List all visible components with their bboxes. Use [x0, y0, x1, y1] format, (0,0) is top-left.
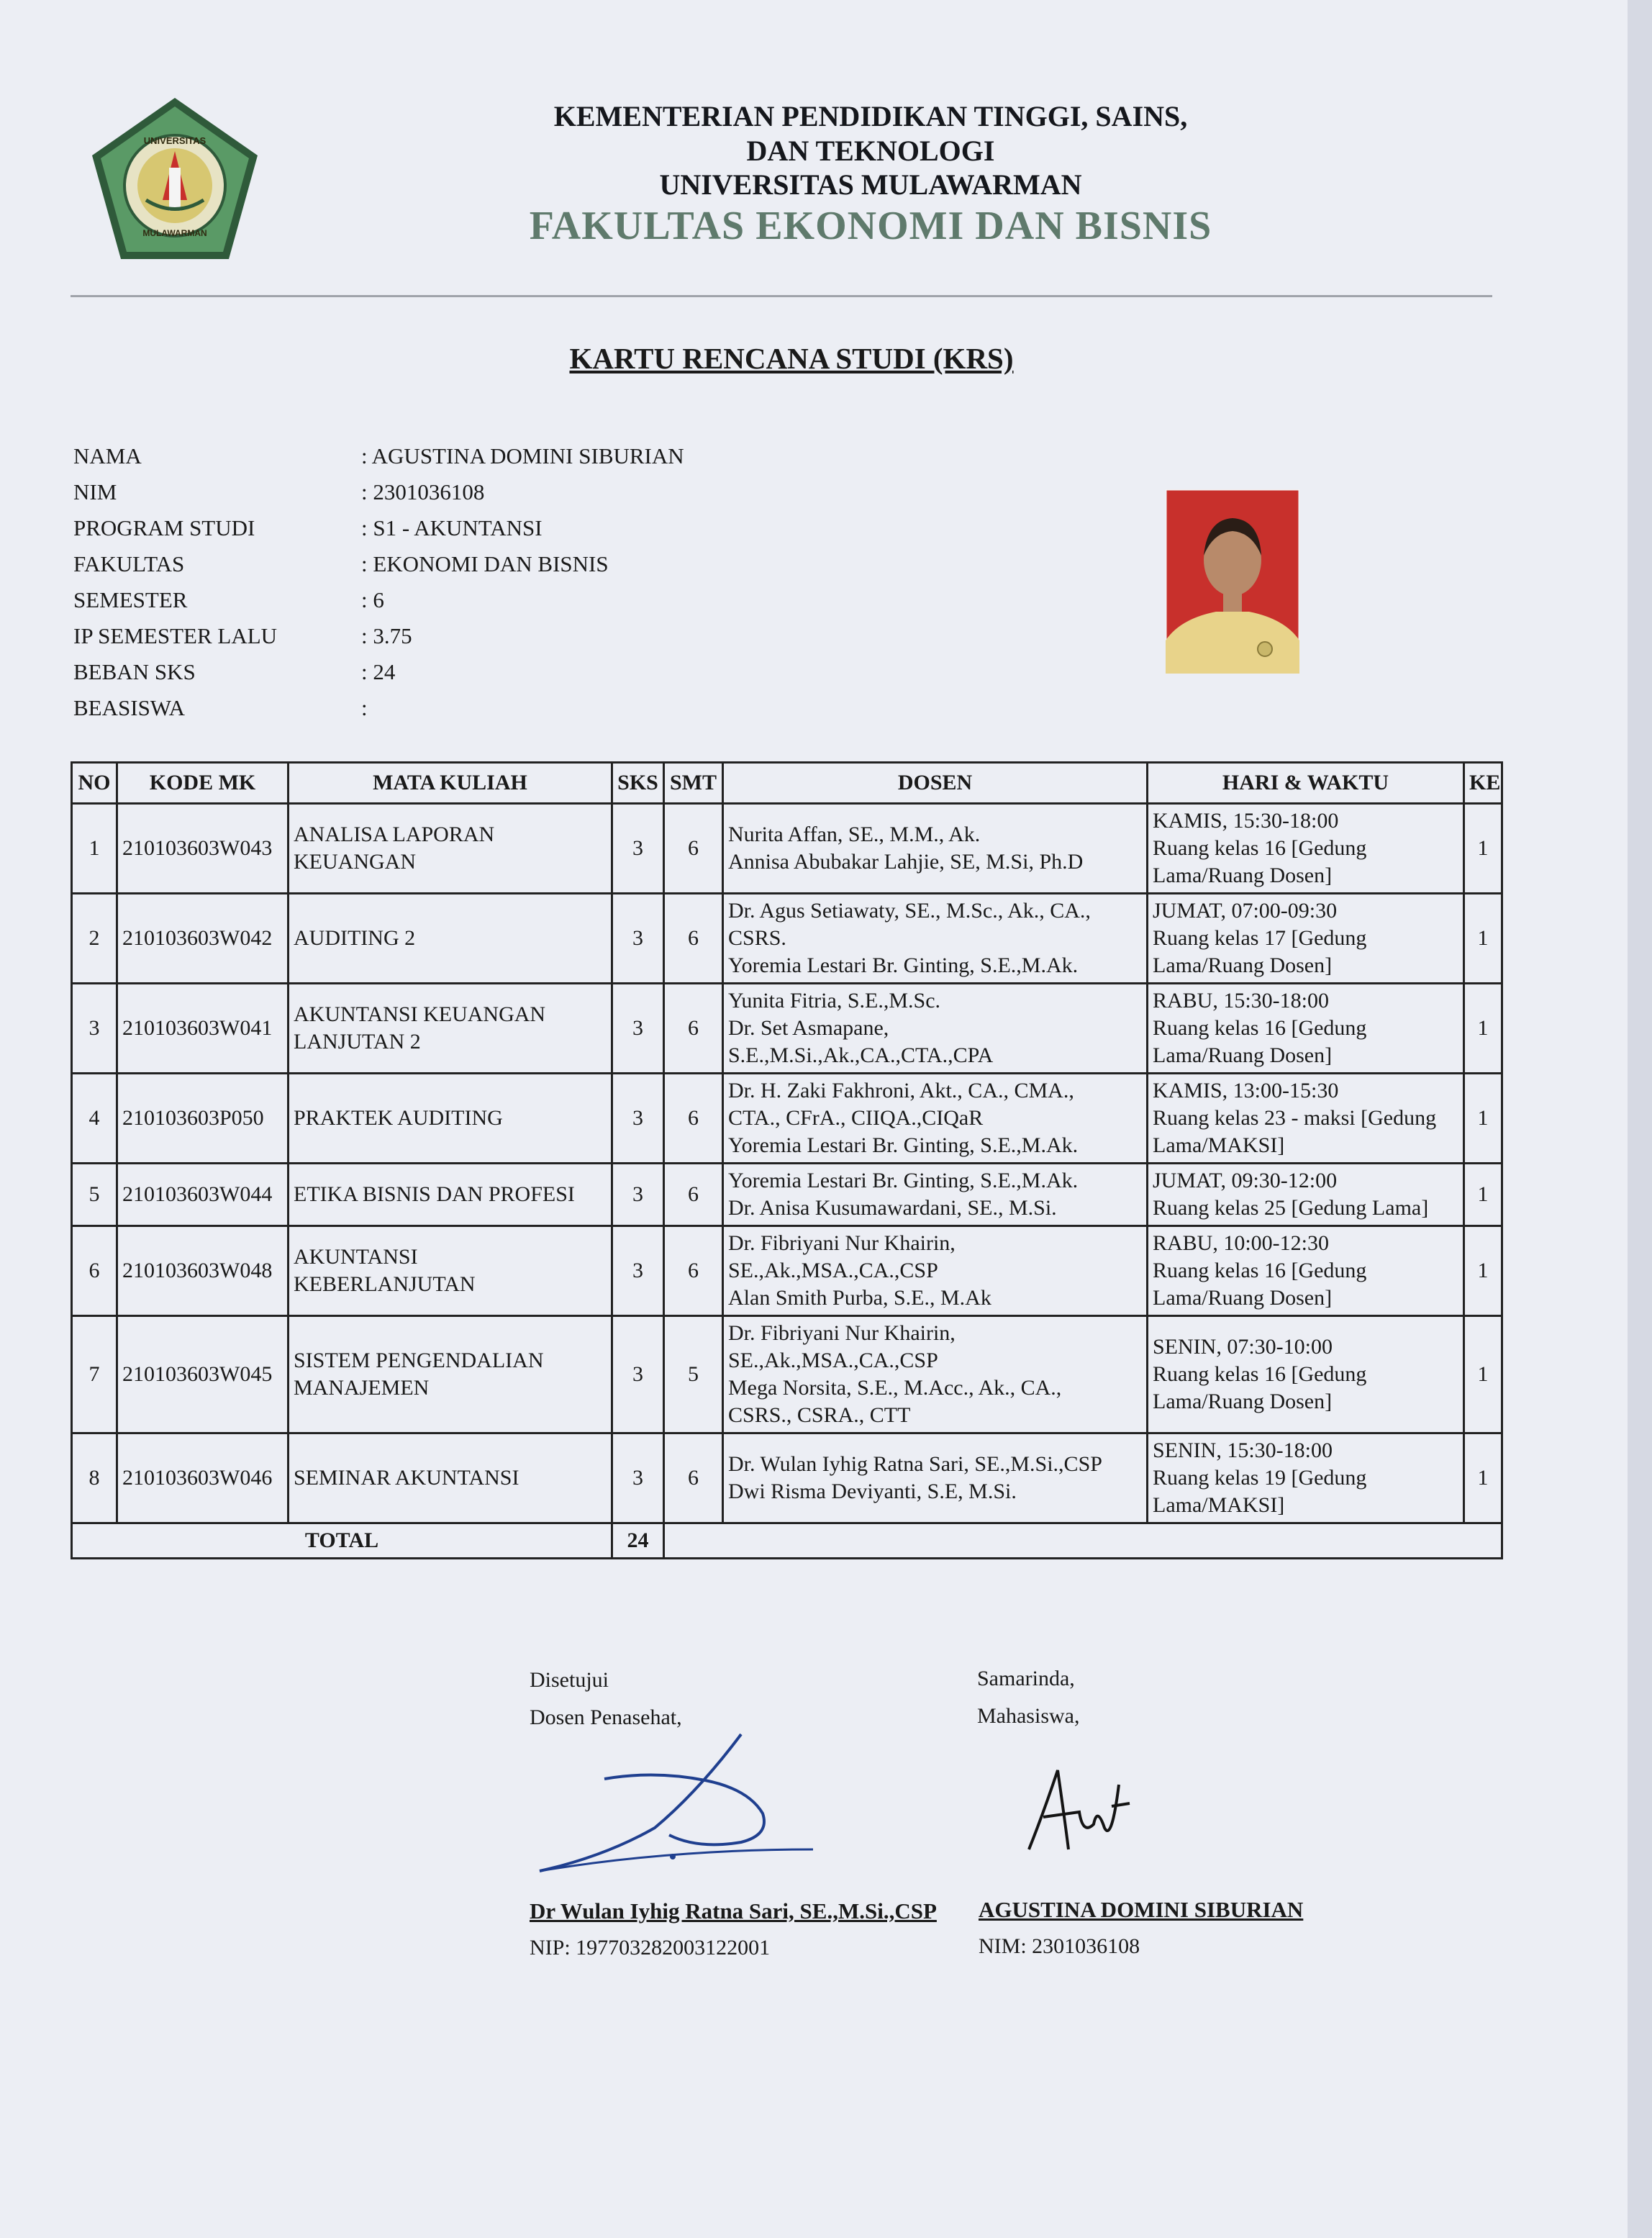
cell-kode: 210103603W041: [117, 984, 289, 1074]
cell-waktu: RABU, 15:30-18:00 Ruang kelas 16 [Gedung Lama/Ruang Dosen]: [1148, 984, 1464, 1074]
advisor-nip: NIP: 197703282003122001: [530, 1936, 771, 1960]
cell-ke: 1: [1464, 984, 1502, 1074]
cell-sks: 3: [612, 804, 664, 894]
cell-matkul: AKUNTANSI KEBERLANJUTAN: [289, 1226, 612, 1316]
cell-smt: 6: [664, 894, 723, 984]
info-label-ip: IP SEMESTER LALU: [73, 623, 278, 648]
student-signature: [1015, 1756, 1137, 1864]
cell-ke: 1: [1464, 804, 1502, 894]
advisor-signature: [525, 1727, 827, 1885]
cell-matkul: SEMINAR AKUNTANSI: [289, 1433, 612, 1523]
header-mata-kuliah: MATA KULIAH: [289, 763, 612, 804]
total-label: TOTAL: [72, 1523, 612, 1559]
cell-matkul: ETIKA BISNIS DAN PROFESI: [289, 1164, 612, 1226]
header-sks: SKS: [612, 763, 664, 804]
advisor-label: Dosen Penasehat,: [530, 1705, 682, 1729]
cell-dosen: Dr. Agus Setiawaty, SE., M.Sc., Ak., CA., CSRS. Yoremia Lestari Br. Ginting, S.E.,M.Ak.: [723, 894, 1148, 984]
info-label-fakultas: FAKULTAS: [73, 551, 185, 576]
ministry-line-2: DAN TEKNOLOGI: [746, 135, 995, 167]
logo-text-top: UNIVERSITAS: [143, 135, 206, 146]
cell-waktu: SENIN, 15:30-18:00 Ruang kelas 19 [Gedung Lama/MAKSI]: [1148, 1433, 1464, 1523]
cell-dosen: Dr. Wulan Iyhig Ratna Sari, SE.,M.Si.,CSP Dwi Risma Deviyanti, S.E, M.Si.: [723, 1433, 1148, 1523]
cell-kode: 210103603W045: [117, 1316, 289, 1433]
cell-ke: 1: [1464, 1074, 1502, 1164]
cell-ke: 1: [1464, 1226, 1502, 1316]
cell-kode: 210103603W043: [117, 804, 289, 894]
logo-text-bottom: MULAWARMAN: [142, 228, 207, 238]
cell-sks: 3: [612, 1316, 664, 1433]
cell-dosen: Yunita Fitria, S.E.,M.Sc. Dr. Set Asmapane, S.E.,M.Si.,Ak.,CA.,CTA.,CPA: [723, 984, 1148, 1074]
cell-no: 8: [72, 1433, 117, 1523]
info-value-nim: : 2301036108: [361, 479, 485, 504]
cell-matkul: AKUNTANSI KEUANGAN LANJUTAN 2: [289, 984, 612, 1074]
cell-matkul: ANALISA LAPORAN KEUANGAN: [289, 804, 612, 894]
cell-dosen: Nurita Affan, SE., M.M., Ak. Annisa Abubakar Lahjie, SE, M.Si, Ph.D: [723, 804, 1148, 894]
cell-sks: 3: [612, 1074, 664, 1164]
header-smt: SMT: [664, 763, 723, 804]
cell-dosen: Yoremia Lestari Br. Ginting, S.E.,M.Ak. Dr. Anisa Kusumawardani, SE., M.Si.: [723, 1164, 1148, 1226]
student-name: AGUSTINA DOMINI SIBURIAN: [979, 1897, 1304, 1922]
info-value-beasiswa: :: [361, 695, 368, 720]
student-nim: NIM: 2301036108: [979, 1934, 1140, 1958]
table-row: [72, 1164, 1502, 1226]
cell-no: 6: [72, 1226, 117, 1316]
total-sks: 24: [612, 1523, 664, 1559]
table-row: [72, 984, 1502, 1074]
document-title: KARTU RENCANA STUDI (KRS): [569, 342, 1014, 375]
cell-kode: 210103603W048: [117, 1226, 289, 1316]
cell-no: 4: [72, 1074, 117, 1164]
advisor-name: Dr Wulan Iyhig Ratna Sari, SE.,M.Si.,CSP: [530, 1898, 937, 1924]
table-row: [72, 1074, 1502, 1164]
cell-kode: 210103603W042: [117, 894, 289, 984]
cell-sks: 3: [612, 1433, 664, 1523]
cell-sks: 3: [612, 1226, 664, 1316]
krs-table: [71, 761, 1503, 1559]
header-kode-mk: KODE MK: [117, 763, 289, 804]
table-header-row: [72, 763, 1502, 804]
cell-kode: 210103603W044: [117, 1164, 289, 1226]
table-row: [72, 804, 1502, 894]
cell-waktu: KAMIS, 15:30-18:00 Ruang kelas 16 [Gedung Lama/Ruang Dosen]: [1148, 804, 1464, 894]
cell-dosen: Dr. Fibriyani Nur Khairin, SE.,Ak.,MSA.,CA.,CSP Alan Smith Purba, S.E., M.Ak: [723, 1226, 1148, 1316]
cell-ke: 1: [1464, 894, 1502, 984]
cell-matkul: SISTEM PENGENDALIAN MANAJEMEN: [289, 1316, 612, 1433]
cell-no: 2: [72, 894, 117, 984]
cell-sks: 3: [612, 1164, 664, 1226]
info-value-nama: : AGUSTINA DOMINI SIBURIAN: [361, 443, 684, 468]
header-hari-waktu: HARI & WAKTU: [1148, 763, 1464, 804]
info-value-fakultas: : EKONOMI DAN BISNIS: [361, 551, 609, 576]
cell-dosen: Dr. Fibriyani Nur Khairin, SE.,Ak.,MSA.,CA.,CSP Mega Norsita, S.E., M.Acc., Ak., CA., CSRS., CSRA., CTT: [723, 1316, 1148, 1433]
cell-smt: 6: [664, 1164, 723, 1226]
cell-matkul: AUDITING 2: [289, 894, 612, 984]
cell-waktu: KAMIS, 13:00-15:30 Ruang kelas 23 - maksi [Gedung Lama/MAKSI]: [1148, 1074, 1464, 1164]
header-divider: [71, 295, 1492, 297]
place-label: Samarinda,: [977, 1667, 1075, 1690]
cell-no: 5: [72, 1164, 117, 1226]
info-value-ip: : 3.75: [361, 623, 412, 648]
info-label-sks: BEBAN SKS: [73, 659, 196, 684]
ministry-line-1: KEMENTERIAN PENDIDIKAN TINGGI, SAINS,: [553, 100, 1188, 132]
table-row: [72, 1433, 1502, 1523]
total-row: [72, 1523, 1502, 1559]
cell-kode: 210103603P050: [117, 1074, 289, 1164]
cell-smt: 6: [664, 804, 723, 894]
cell-waktu: SENIN, 07:30-10:00 Ruang kelas 16 [Gedung Lama/Ruang Dosen]: [1148, 1316, 1464, 1433]
cell-smt: 6: [664, 1226, 723, 1316]
approval-label: Disetujui: [530, 1668, 609, 1692]
info-value-sks: : 24: [361, 659, 396, 684]
table-row: [72, 894, 1502, 984]
university-logo: [85, 92, 265, 272]
cell-smt: 6: [664, 1433, 723, 1523]
cell-ke: 1: [1464, 1433, 1502, 1523]
university-name: UNIVERSITAS MULAWARMAN: [659, 168, 1082, 201]
header-no: NO: [72, 763, 117, 804]
cell-waktu: RABU, 10:00-12:30 Ruang kelas 16 [Gedung Lama/Ruang Dosen]: [1148, 1226, 1464, 1316]
cell-ke: 1: [1464, 1164, 1502, 1226]
table-row: [72, 1316, 1502, 1433]
cell-sks: 3: [612, 984, 664, 1074]
student-photo: [1166, 489, 1299, 674]
cell-sks: 3: [612, 894, 664, 984]
cell-no: 1: [72, 804, 117, 894]
info-value-prodi: : S1 - AKUNTANSI: [361, 515, 543, 540]
cell-smt: 5: [664, 1316, 723, 1433]
header-ke: KE: [1464, 763, 1502, 804]
info-label-nim: NIM: [73, 479, 117, 504]
total-empty: [664, 1523, 1502, 1559]
ministry-name: [432, 99, 1310, 168]
info-label-prodi: PROGRAM STUDI: [73, 515, 255, 540]
cell-no: 7: [72, 1316, 117, 1433]
info-value-semester: : 6: [361, 587, 384, 612]
table-row: [72, 1226, 1502, 1316]
cell-smt: 6: [664, 1074, 723, 1164]
header-dosen: DOSEN: [723, 763, 1148, 804]
cell-dosen: Dr. H. Zaki Fakhroni, Akt., CA., CMA., CTA., CFrA., CIIQA.,CIQaR Yoremia Lestari Br. Ginting, S.E.,M.Ak.: [723, 1074, 1148, 1164]
cell-waktu: JUMAT, 07:00-09:30 Ruang kelas 17 [Gedung Lama/Ruang Dosen]: [1148, 894, 1464, 984]
cell-matkul: PRAKTEK AUDITING: [289, 1074, 612, 1164]
faculty-name: FAKULTAS EKONOMI DAN BISNIS: [529, 204, 1212, 248]
cell-smt: 6: [664, 984, 723, 1074]
cell-no: 3: [72, 984, 117, 1074]
info-label-semester: SEMESTER: [73, 587, 188, 612]
cell-ke: 1: [1464, 1316, 1502, 1433]
cell-kode: 210103603W046: [117, 1433, 289, 1523]
info-label-nama: NAMA: [73, 443, 142, 468]
info-label-beasiswa: BEASISWA: [73, 695, 186, 720]
cell-waktu: JUMAT, 09:30-12:00 Ruang kelas 25 [Gedung Lama]: [1148, 1164, 1464, 1226]
student-label: Mahasiswa,: [977, 1704, 1080, 1728]
